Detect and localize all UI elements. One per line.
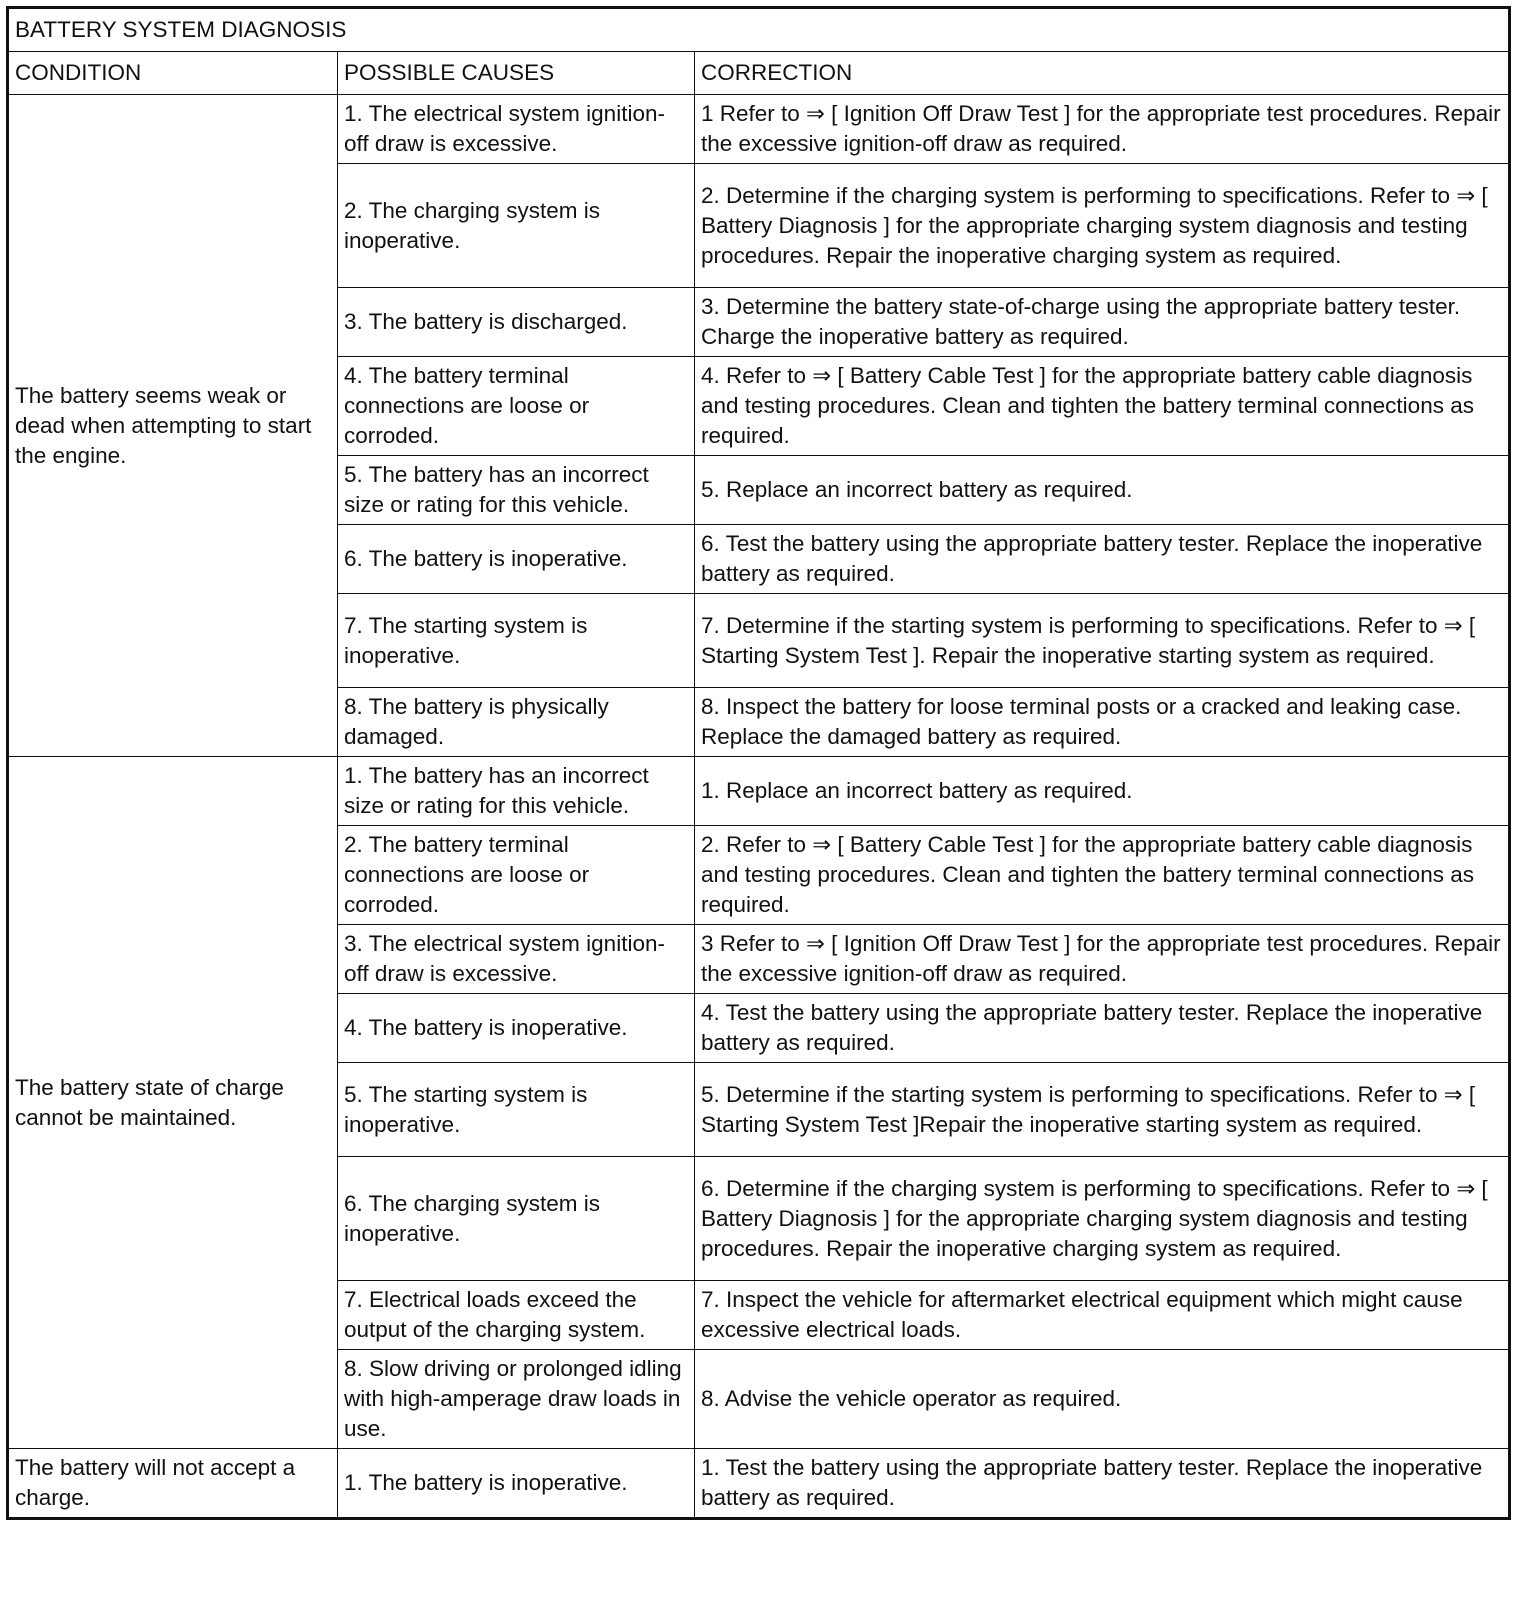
cause-cell: 1. The battery is inoperative. — [338, 1449, 695, 1519]
correction-cell: 6. Determine if the charging system is performing to specifications. Refer to ⇒ [ Battery Diagnosis ] for the appropriate charging system diagnosis and testing procedures. Repair the inoperative charging system as required. — [695, 1157, 1510, 1281]
table-row — [8, 757, 1510, 826]
table-row — [8, 95, 1510, 164]
cause-cell: 4. The battery terminal connections are loose or corroded. — [338, 357, 695, 456]
cause-cell: 1. The battery has an incorrect size or rating for this vehicle. — [338, 757, 695, 826]
header-correction: CORRECTION — [695, 52, 1510, 95]
condition-cell: The battery will not accept a charge. — [8, 1449, 338, 1519]
header-possible-causes: POSSIBLE CAUSES — [338, 52, 695, 95]
cause-cell: 1. The electrical system ignition-off draw is excessive. — [338, 95, 695, 164]
condition-cell: The battery seems weak or dead when attempting to start the engine. — [8, 95, 338, 757]
correction-cell: 3 Refer to ⇒ [ Ignition Off Draw Test ] for the appropriate test procedures. Repair the excessive ignition-off draw as required. — [695, 925, 1510, 994]
correction-cell: 8. Inspect the battery for loose terminal posts or a cracked and leaking case. Replace the damaged battery as required. — [695, 688, 1510, 757]
cause-cell: 2. The charging system is inoperative. — [338, 164, 695, 288]
correction-cell: 2. Determine if the charging system is performing to specifications. Refer to ⇒ [ Battery Diagnosis ] for the appropriate charging system diagnosis and testing procedures. Repair the inoperative charging system as required. — [695, 164, 1510, 288]
cause-cell: 3. The electrical system ignition-off draw is excessive. — [338, 925, 695, 994]
correction-cell: 3. Determine the battery state-of-charge using the appropriate battery tester. Charge the inoperative battery as required. — [695, 288, 1510, 357]
cause-cell: 8. Slow driving or prolonged idling with high-amperage draw loads in use. — [338, 1350, 695, 1449]
cause-cell: 5. The starting system is inoperative. — [338, 1063, 695, 1157]
cause-cell: 3. The battery is discharged. — [338, 288, 695, 357]
cause-cell: 7. The starting system is inoperative. — [338, 594, 695, 688]
correction-cell: 7. Determine if the starting system is performing to specifications. Refer to ⇒ [ Starting System Test ]. Repair the inoperative starting system as required. — [695, 594, 1510, 688]
condition-cell: The battery state of charge cannot be maintained. — [8, 757, 338, 1449]
correction-cell: 1 Refer to ⇒ [ Ignition Off Draw Test ] for the appropriate test procedures. Repair the excessive ignition-off draw as required. — [695, 95, 1510, 164]
document — [6, 6, 1508, 1520]
correction-cell: 4. Refer to ⇒ [ Battery Cable Test ] for the appropriate battery cable diagnosis and testing procedures. Clean and tighten the battery terminal connections as required. — [695, 357, 1510, 456]
table-title: BATTERY SYSTEM DIAGNOSIS — [8, 8, 1510, 52]
correction-cell: 6. Test the battery using the appropriate battery tester. Replace the inoperative battery as required. — [695, 525, 1510, 594]
correction-cell: 5. Determine if the starting system is performing to specifications. Refer to ⇒ [ Starting System Test ]Repair the inoperative starting system as required. — [695, 1063, 1510, 1157]
correction-cell: 1. Test the battery using the appropriate battery tester. Replace the inoperative battery as required. — [695, 1449, 1510, 1519]
table-row — [8, 1449, 1510, 1519]
cause-cell: 7. Electrical loads exceed the output of the charging system. — [338, 1281, 695, 1350]
correction-cell: 8. Advise the vehicle operator as required. — [695, 1350, 1510, 1449]
correction-cell: 4. Test the battery using the appropriate battery tester. Replace the inoperative battery as required. — [695, 994, 1510, 1063]
cause-cell: 8. The battery is physically damaged. — [338, 688, 695, 757]
correction-cell: 2. Refer to ⇒ [ Battery Cable Test ] for the appropriate battery cable diagnosis and testing procedures. Clean and tighten the battery terminal connections as required. — [695, 826, 1510, 925]
correction-cell: 7. Inspect the vehicle for aftermarket electrical equipment which might cause excessive electrical loads. — [695, 1281, 1510, 1350]
cause-cell: 6. The battery is inoperative. — [338, 525, 695, 594]
correction-cell: 5. Replace an incorrect battery as required. — [695, 456, 1510, 525]
cause-cell: 5. The battery has an incorrect size or rating for this vehicle. — [338, 456, 695, 525]
correction-cell: 1. Replace an incorrect battery as required. — [695, 757, 1510, 826]
header-condition: CONDITION — [8, 52, 338, 95]
cause-cell: 4. The battery is inoperative. — [338, 994, 695, 1063]
diagnosis-table — [6, 6, 1511, 1520]
cause-cell: 6. The charging system is inoperative. — [338, 1157, 695, 1281]
cause-cell: 2. The battery terminal connections are loose or corroded. — [338, 826, 695, 925]
